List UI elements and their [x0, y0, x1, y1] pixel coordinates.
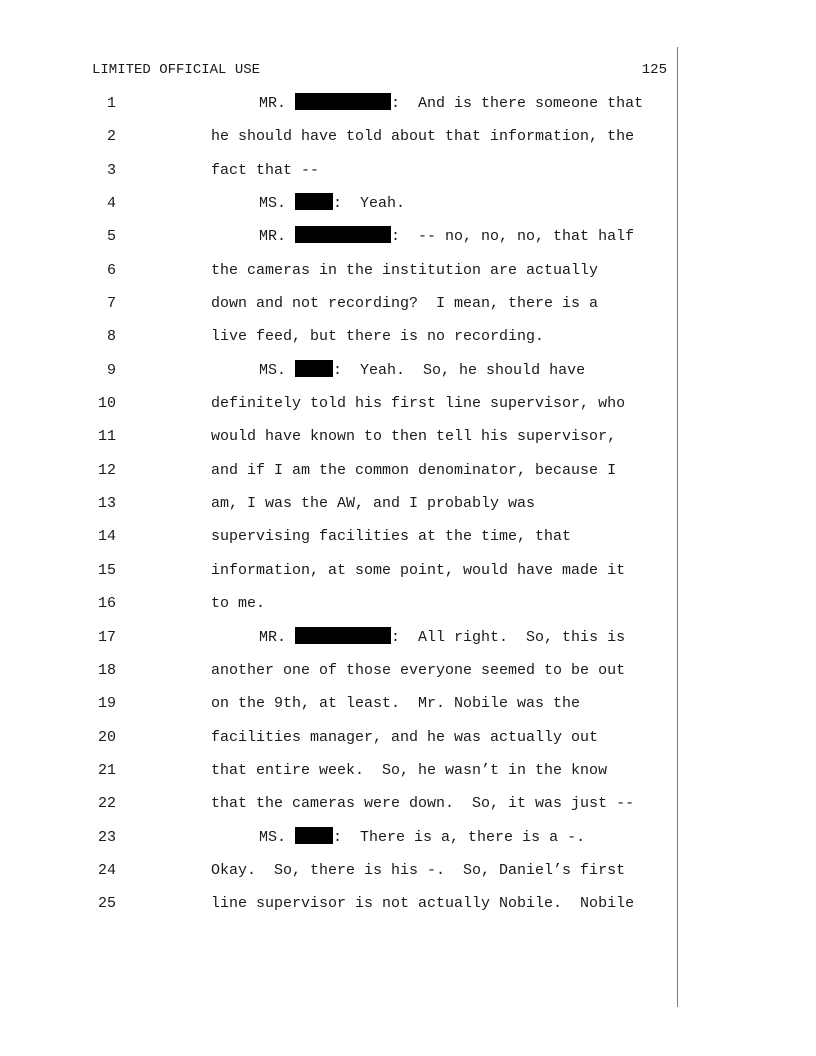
line-number: 17 — [97, 628, 116, 646]
transcript-line — [0, 754, 816, 787]
line-number: 24 — [97, 861, 116, 879]
transcript-line — [0, 187, 816, 220]
line-number: 12 — [97, 461, 116, 479]
transcript-line — [0, 420, 816, 453]
line-text: supervising facilities at the time, that — [211, 528, 572, 546]
line-number: 19 — [97, 695, 116, 713]
transcript-line — [0, 220, 816, 253]
line-text: information, at some point, would have made it — [211, 561, 626, 579]
line-number: 25 — [97, 895, 116, 913]
transcript-line — [0, 554, 816, 587]
speaker-title: MS. — [259, 828, 287, 846]
line-text: and if I am the common denominator, because I — [211, 461, 617, 479]
line-number: 9 — [106, 361, 116, 379]
line-text: : And is there someone that — [391, 95, 644, 112]
redaction-bar — [295, 193, 333, 210]
speaker-title: MR. — [259, 228, 287, 246]
line-number: 1 — [106, 95, 116, 112]
transcript-line — [0, 787, 816, 820]
speaker-turn — [259, 621, 625, 654]
line-text: definitely told his first line supervisor, who — [211, 395, 626, 413]
line-number: 13 — [97, 495, 116, 513]
transcript-line — [0, 254, 816, 287]
line-number: 4 — [106, 195, 116, 213]
classification-marking: LIMITED OFFICIAL USE — [92, 62, 261, 78]
line-text: to me. — [211, 595, 266, 613]
line-number: 6 — [106, 261, 116, 279]
line-number: 7 — [106, 295, 116, 313]
transcript-line — [0, 854, 816, 887]
line-number: 18 — [97, 661, 116, 679]
transcript-line — [0, 87, 816, 120]
line-number: 21 — [97, 761, 116, 779]
speaker-turn — [259, 87, 643, 120]
line-text: facilities manager, and he was actually out — [211, 728, 599, 746]
line-text: am, I was the AW, and I probably was — [211, 495, 536, 513]
line-text: that the cameras were down. So, it was just -- — [211, 795, 635, 813]
page-number: 125 — [641, 62, 667, 78]
redaction-bar — [295, 93, 391, 110]
transcript-line — [0, 654, 816, 687]
speaker-turn — [259, 354, 585, 387]
line-text: on the 9th, at least. Mr. Nobile was the — [211, 695, 581, 713]
line-text: : There is a, there is a -. — [333, 828, 586, 846]
transcript-line — [0, 687, 816, 720]
line-text: : Yeah. — [333, 195, 406, 213]
redaction-bar — [295, 360, 333, 377]
line-number: 11 — [97, 428, 116, 446]
line-text: : All right. So, this is — [391, 628, 626, 646]
transcript-line — [0, 821, 816, 854]
transcript-line — [0, 520, 816, 553]
line-text: Okay. So, there is his -. So, Daniel’s first — [211, 861, 626, 879]
line-number: 2 — [106, 128, 116, 146]
line-text: down and not recording? I mean, there is a — [211, 295, 599, 313]
speaker-title: MS. — [259, 195, 287, 213]
speaker-turn — [259, 220, 634, 253]
line-number: 22 — [97, 795, 116, 813]
speaker-title: MR. — [259, 95, 287, 112]
transcript-line — [0, 587, 816, 620]
line-text: another one of those everyone seemed to be out — [211, 661, 626, 679]
line-text: line supervisor is not actually Nobile. Nobile — [211, 895, 635, 913]
transcript-line — [0, 320, 816, 353]
transcript-line — [0, 887, 816, 920]
line-text: that entire week. So, he wasn’t in the know — [211, 761, 608, 779]
line-text: he should have told about that information, the — [211, 128, 635, 146]
redaction-bar — [295, 827, 333, 844]
line-number: 15 — [97, 561, 116, 579]
page-header — [92, 60, 667, 80]
transcript-body — [0, 87, 816, 921]
redaction-bar — [295, 226, 391, 243]
line-text: live feed, but there is no recording. — [211, 328, 545, 346]
transcript-line — [0, 154, 816, 187]
transcript-line — [0, 387, 816, 420]
speaker-turn — [259, 821, 585, 854]
transcript-line — [0, 454, 816, 487]
line-text: : Yeah. So, he should have — [333, 361, 586, 379]
speaker-title: MR. — [259, 628, 287, 646]
line-number: 16 — [97, 595, 116, 613]
transcript-line — [0, 487, 816, 520]
line-text: fact that -- — [211, 161, 320, 179]
transcript-line — [0, 354, 816, 387]
speaker-turn — [259, 187, 405, 220]
line-number: 5 — [106, 228, 116, 246]
line-number: 14 — [97, 528, 116, 546]
transcript-line — [0, 721, 816, 754]
speaker-title: MS. — [259, 361, 287, 379]
line-number: 3 — [106, 161, 116, 179]
line-text: : -- no, no, no, that half — [391, 228, 635, 246]
line-number: 10 — [97, 395, 116, 413]
line-number: 20 — [97, 728, 116, 746]
line-text: the cameras in the institution are actually — [211, 261, 599, 279]
transcript-line — [0, 621, 816, 654]
line-text: would have known to then tell his supervisor, — [211, 428, 617, 446]
transcript-line — [0, 120, 816, 153]
line-number: 23 — [97, 828, 116, 846]
transcript-line — [0, 287, 816, 320]
line-number: 8 — [106, 328, 116, 346]
redaction-bar — [295, 627, 391, 644]
